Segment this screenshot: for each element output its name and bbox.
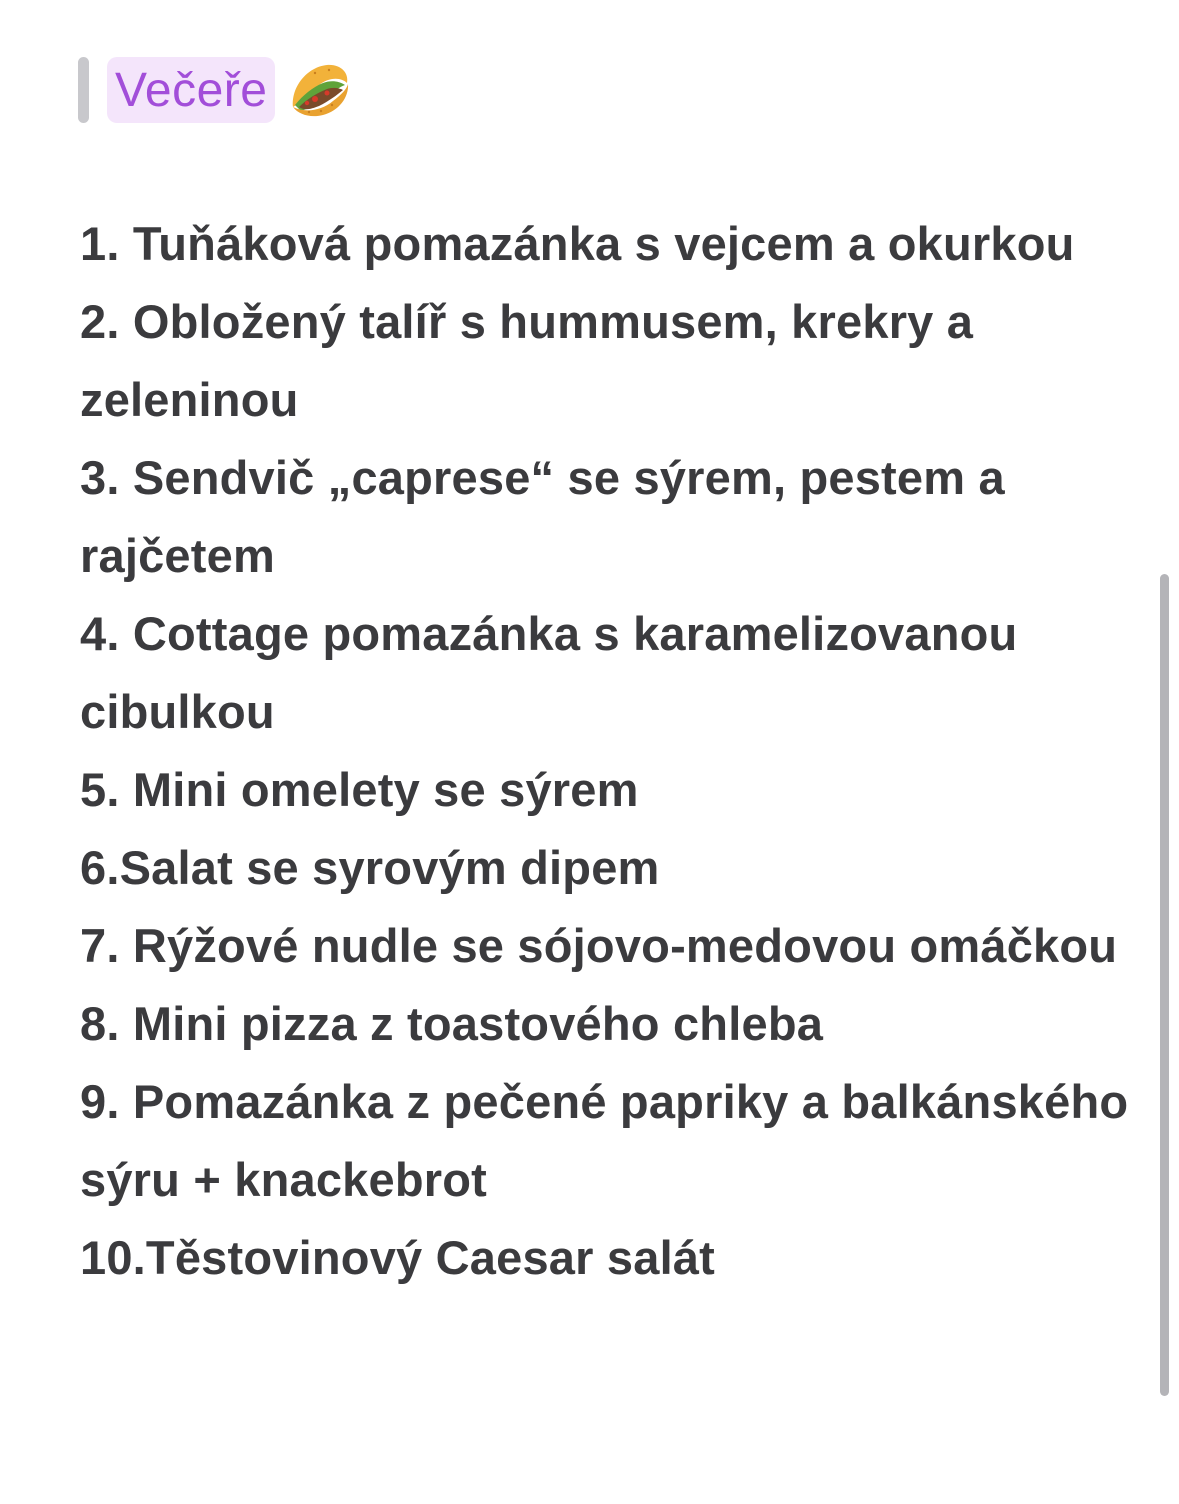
category-tag[interactable] [107, 57, 275, 123]
list-item: 5. Mini omelety se sýrem [80, 763, 639, 816]
list-item: 9. Pomazánka z pečené papriky a balkánského sýru + knackebrot [80, 1075, 1129, 1206]
taco-icon [285, 57, 351, 123]
list-item: 2. Obložený talíř s hummusem, krekry a zeleninou [80, 295, 974, 426]
note-header [78, 56, 351, 124]
list-item: 4. Cottage pomazánka s karamelizovanou cibulkou [80, 607, 1018, 738]
dinner-list [80, 205, 1140, 1297]
list-item: 6.Salat se syrovým dipem [80, 841, 660, 894]
category-tag-label: Večeře [115, 63, 268, 117]
list-item: 8. Mini pizza z toastového chleba [80, 997, 824, 1050]
scrollbar[interactable] [1160, 574, 1169, 1396]
list-item: 7. Rýžové nudle se sójovo-medovou omáčkou [80, 919, 1118, 972]
list-item: 1. Tuňáková pomazánka s vejcem a okurkou [80, 217, 1075, 270]
list-item: 10.Těstovinový Caesar salát [80, 1231, 716, 1284]
list-item: 3. Sendvič „caprese“ se sýrem, pestem a rajčetem [80, 451, 1005, 582]
quote-bar [78, 57, 89, 123]
